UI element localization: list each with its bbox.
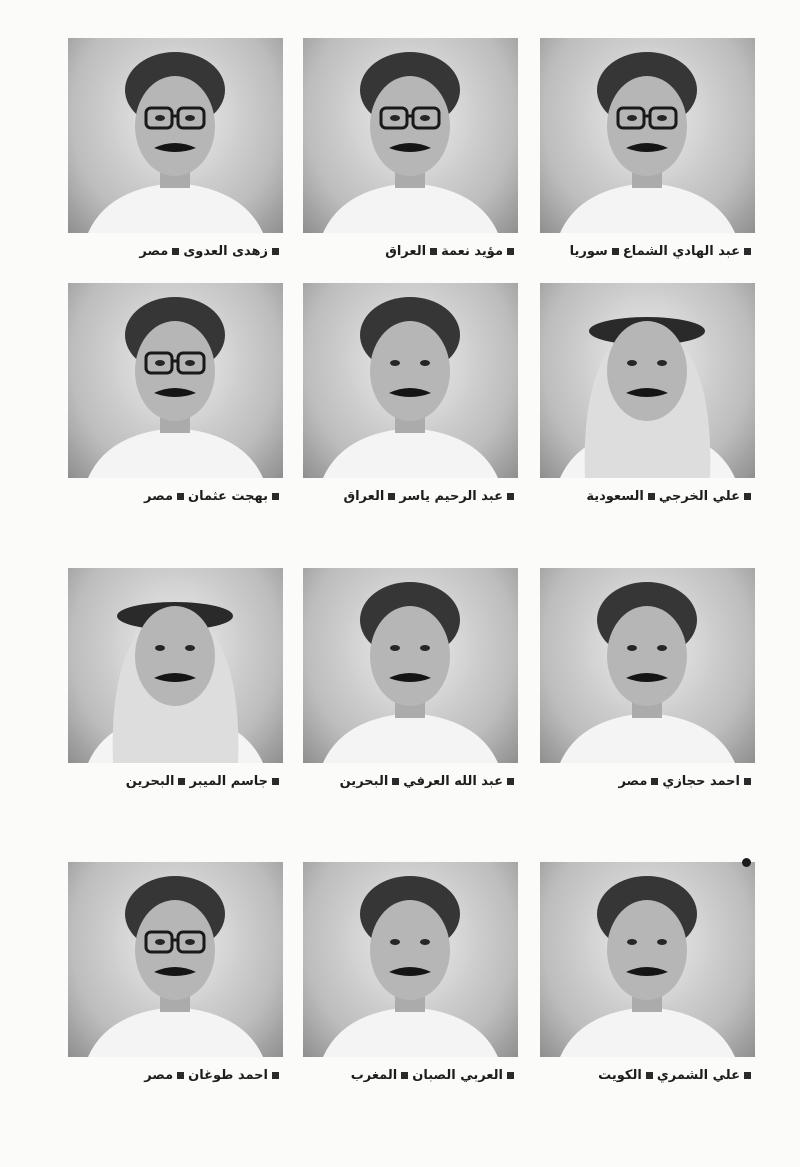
shirt-shape bbox=[88, 428, 263, 478]
shirt-shape bbox=[560, 1007, 735, 1057]
artist-country: العراق bbox=[343, 489, 385, 504]
portrait-photo bbox=[303, 38, 518, 233]
shirt-shape bbox=[323, 428, 498, 478]
portrait-figure bbox=[303, 568, 518, 763]
face-shape bbox=[370, 321, 450, 421]
eye-shape bbox=[420, 939, 430, 945]
artist-name: العربي الصبان bbox=[412, 1068, 503, 1083]
eye-shape bbox=[155, 360, 165, 366]
bullet-square-icon bbox=[177, 493, 184, 500]
eye-shape bbox=[390, 645, 400, 651]
artist-name: احمد طوغان bbox=[188, 1068, 268, 1083]
face-shape bbox=[607, 900, 687, 1000]
shirt-shape bbox=[560, 183, 735, 233]
eye-shape bbox=[657, 115, 667, 121]
bullet-square-icon bbox=[612, 248, 619, 255]
shirt-shape bbox=[88, 183, 263, 233]
portrait-figure bbox=[68, 568, 283, 763]
face-shape bbox=[607, 321, 687, 421]
portrait-caption bbox=[540, 488, 755, 506]
artist-name: علي الخرجي bbox=[658, 489, 740, 504]
portrait-card bbox=[540, 38, 755, 261]
bullet-square-icon bbox=[392, 778, 399, 785]
artist-country: مصر bbox=[144, 1068, 174, 1083]
eye-shape bbox=[185, 360, 195, 366]
eye-shape bbox=[657, 645, 667, 651]
artist-country: سوريا bbox=[569, 244, 608, 259]
portrait-photo bbox=[540, 38, 755, 233]
portrait-figure bbox=[303, 862, 518, 1057]
portrait-figure bbox=[540, 283, 755, 478]
artist-name: عبد الرحيم ياسر bbox=[399, 489, 503, 504]
portrait-figure bbox=[303, 283, 518, 478]
eye-shape bbox=[627, 115, 637, 121]
portrait-photo bbox=[68, 38, 283, 233]
portrait-card bbox=[303, 38, 518, 261]
artist-country: مصر bbox=[144, 489, 173, 504]
portrait-figure bbox=[303, 38, 518, 233]
bullet-square-icon bbox=[401, 1072, 408, 1079]
bullet-square-icon bbox=[178, 778, 185, 785]
eye-shape bbox=[420, 645, 430, 651]
shirt-shape bbox=[560, 713, 735, 763]
bullet-square-icon bbox=[272, 493, 279, 500]
portrait-caption bbox=[68, 1067, 283, 1085]
bullet-square-icon bbox=[172, 248, 179, 255]
artist-name: زهدى العدوى bbox=[183, 244, 268, 259]
face-shape bbox=[607, 606, 687, 706]
portrait-caption bbox=[68, 488, 283, 506]
face-shape bbox=[370, 606, 450, 706]
bullet-square-icon bbox=[744, 1072, 751, 1079]
eye-shape bbox=[420, 360, 430, 366]
portrait-photo bbox=[68, 283, 283, 478]
shirt-shape bbox=[323, 183, 498, 233]
artist-name: جاسم الميبر bbox=[189, 774, 268, 789]
eye-shape bbox=[185, 645, 195, 651]
bullet-square-icon bbox=[430, 248, 437, 255]
shirt-shape bbox=[323, 1007, 498, 1057]
eye-shape bbox=[155, 645, 165, 651]
portrait-photo bbox=[303, 568, 518, 763]
portrait-caption bbox=[540, 1067, 755, 1085]
artist-country: المغرب bbox=[350, 1068, 398, 1083]
portrait-caption bbox=[540, 243, 755, 261]
portrait-caption bbox=[68, 773, 283, 791]
portrait-caption bbox=[303, 243, 518, 261]
portrait-figure bbox=[540, 568, 755, 763]
bullet-square-icon bbox=[744, 778, 751, 785]
portrait-card bbox=[540, 283, 755, 506]
portrait-caption bbox=[540, 773, 755, 791]
artist-country: العراق bbox=[385, 244, 427, 259]
portrait-figure bbox=[68, 862, 283, 1057]
artist-country: البحرين bbox=[339, 774, 389, 789]
portrait-card bbox=[68, 568, 283, 791]
bullet-square-icon bbox=[272, 248, 279, 255]
artist-name: احمد حجازي bbox=[662, 774, 740, 789]
portrait-photo bbox=[68, 568, 283, 763]
portrait-card bbox=[540, 862, 755, 1085]
portrait-photo bbox=[540, 283, 755, 478]
bullet-square-icon bbox=[507, 493, 514, 500]
artist-name: عبد الله العرفي bbox=[403, 774, 503, 789]
artist-country: السعودية bbox=[586, 489, 644, 504]
portrait-figure bbox=[68, 283, 283, 478]
portrait-figure bbox=[540, 38, 755, 233]
portrait-card bbox=[68, 862, 283, 1085]
eye-shape bbox=[155, 115, 165, 121]
bullet-square-icon bbox=[744, 493, 751, 500]
bullet-square-icon bbox=[651, 778, 658, 785]
eye-shape bbox=[657, 360, 667, 366]
eye-shape bbox=[420, 115, 430, 121]
artist-name: بهجت عثمان bbox=[188, 489, 268, 504]
shirt-shape bbox=[323, 713, 498, 763]
face-shape bbox=[135, 606, 215, 706]
bullet-square-icon bbox=[744, 248, 751, 255]
artist-name: عبد الهادي الشماع bbox=[622, 244, 740, 259]
portrait-card bbox=[303, 862, 518, 1085]
portrait-card bbox=[68, 38, 283, 261]
bullet-square-icon bbox=[648, 493, 655, 500]
eye-shape bbox=[390, 939, 400, 945]
eye-shape bbox=[657, 939, 667, 945]
artist-name: مؤيد نعمة bbox=[441, 244, 503, 259]
artist-country: مصر bbox=[139, 244, 169, 259]
eye-shape bbox=[390, 115, 400, 121]
bullet-square-icon bbox=[177, 1072, 184, 1079]
eye-shape bbox=[390, 360, 400, 366]
portrait-card bbox=[303, 568, 518, 791]
eye-shape bbox=[627, 939, 637, 945]
portrait-card bbox=[540, 568, 755, 791]
bullet-square-icon bbox=[507, 248, 514, 255]
bullet-square-icon bbox=[507, 778, 514, 785]
bullet-square-icon bbox=[646, 1072, 653, 1079]
portrait-caption bbox=[303, 773, 518, 791]
artist-name: علي الشمري bbox=[656, 1068, 740, 1083]
portrait-caption bbox=[303, 1067, 518, 1085]
portrait-card bbox=[68, 283, 283, 506]
portrait-photo bbox=[540, 568, 755, 763]
portrait-caption bbox=[303, 488, 518, 506]
portrait-photo bbox=[303, 283, 518, 478]
eye-shape bbox=[155, 939, 165, 945]
bullet-square-icon bbox=[507, 1072, 514, 1079]
eye-shape bbox=[627, 360, 637, 366]
shirt-shape bbox=[88, 1007, 263, 1057]
bullet-square-icon bbox=[272, 778, 279, 785]
portrait-photo bbox=[303, 862, 518, 1057]
portrait-figure bbox=[68, 38, 283, 233]
bullet-square-icon bbox=[272, 1072, 279, 1079]
portrait-figure bbox=[540, 862, 755, 1057]
face-shape bbox=[370, 900, 450, 1000]
portrait-photo bbox=[68, 862, 283, 1057]
artist-country: الكويت bbox=[598, 1068, 642, 1083]
portrait-photo bbox=[540, 862, 755, 1057]
eye-shape bbox=[185, 939, 195, 945]
portrait-card bbox=[303, 283, 518, 506]
portrait-caption bbox=[68, 243, 283, 261]
eye-shape bbox=[185, 115, 195, 121]
bullet-square-icon bbox=[388, 493, 395, 500]
eye-shape bbox=[627, 645, 637, 651]
artist-country: مصر bbox=[618, 774, 648, 789]
artist-country: البحرين bbox=[125, 774, 175, 789]
ink-spot bbox=[742, 858, 751, 867]
